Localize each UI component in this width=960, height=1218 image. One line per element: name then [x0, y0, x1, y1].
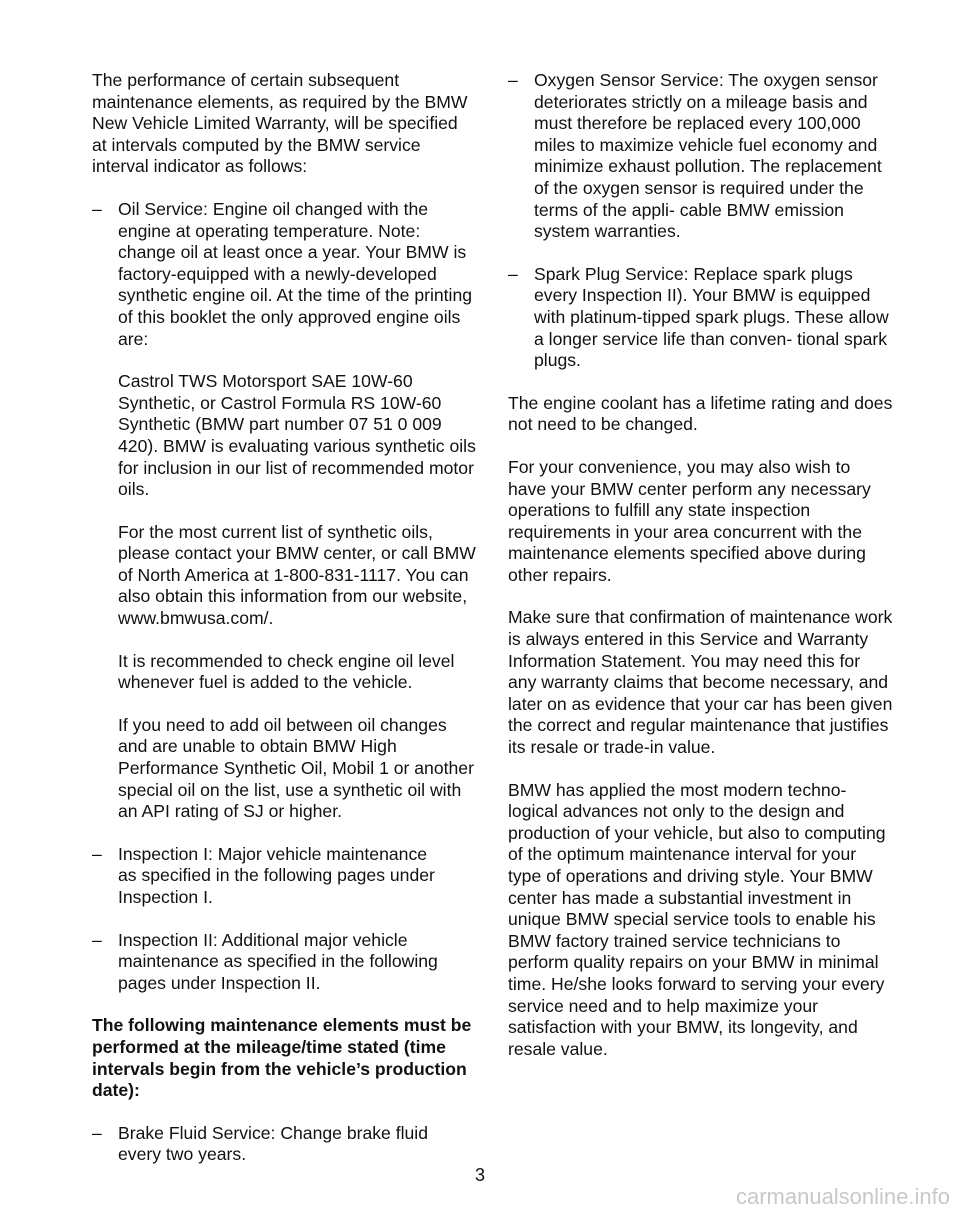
inspection-2-item [92, 930, 477, 995]
brake-fluid-text: every two years. [118, 1144, 247, 1165]
bullet-dash: – [508, 263, 518, 284]
oxygen-sensor-item [508, 70, 893, 243]
bullet-dash: – [92, 198, 102, 219]
bullet-dash: – [508, 70, 518, 90]
inspection-1-item [92, 844, 477, 909]
watermark: carmanualsonline.info [735, 1184, 950, 1209]
brake-fluid-item [92, 1123, 477, 1166]
oil-contact-paragraph: For the most current list of synthetic oils, please contact your BMW center, or call BMW of North America at 1-800-831-1117. You can also obtain this information from our website, www.bmwusa.com/. [118, 521, 476, 629]
coolant-paragraph: The engine coolant has a lifetime rating and does not need to be changed. [508, 392, 893, 435]
convenience-paragraph: For your convenience, you may also wish to have your BMW center perform any necessary operations to fulfill any state inspection requirements in your area concurrent with the maintenance elements specified above during other repairs. [508, 456, 871, 585]
oil-service-text: engine at operating temperature. Note: change oil at least once a year. Your BMW is factory-equipped with a newly-developed synthetic engine oil. At the time of the printing of this booklet the only approved engine oils are: [118, 220, 473, 349]
maintenance-heading: The following maintenance elements must be performed at the mileage/time stated (time intervals begin from the vehicle’s production date): [92, 1015, 472, 1101]
spark-plug-first-line: Spark Plug Service: Replace spark plugs [534, 263, 853, 284]
oil-check-paragraph: It is recommended to check engine oil level whenever fuel is added to the vehicle. [118, 650, 455, 693]
inspection-2-first-line: Inspection II: Additional major vehicle [118, 929, 408, 950]
intro-paragraph: The performance of certain subsequent maintenance elements, as required by the BMW New Vehicle Limited Warranty, will be specified at intervals computed by the BMW service interval indicator as follows: [92, 70, 468, 177]
brake-fluid-first-line: Brake Fluid Service: Change brake fluid [118, 1122, 429, 1143]
inspection-1-text: as specified in the following pages under Inspection I. [118, 865, 435, 907]
spark-plug-item [508, 264, 893, 372]
left-column [92, 70, 477, 1187]
oil-service-first-line: Oil Service: Engine oil changed with the [118, 198, 429, 219]
inspection-1-first-line: Inspection I: Major vehicle maintenance [118, 843, 428, 864]
bullet-dash: – [92, 1122, 102, 1143]
right-column [508, 70, 893, 1081]
advances-paragraph: BMW has applied the most modern techno- logical advances not only to the design and production of your vehicle, but also to computing of the optimum maintenance interval for your type of operations and driving style. Your BMW center has made a substantial investment in unique BMW special service tools to enable his BMW factory trained service technicians to perform quality repairs on your BMW in minimal time. He/she looks forward to serving your every service need and to help maximize your satisfaction with your BMW, its longevity, and resale value. [508, 779, 886, 1059]
oxygen-sensor-first-line: Oxygen Sensor Service: The oxygen sensor [534, 70, 878, 90]
page-number: 3 [474, 1165, 485, 1185]
confirmation-paragraph: Make sure that confirmation of maintenance work is always entered in this Service and Warranty Information Statement. You may need this for any warranty claims that become necessary, and later on as evidence that your car has been given the correct and regular maintenance that justifies its resale or trade-in value. [508, 607, 893, 758]
oxygen-sensor-text: deteriorates strictly on a mileage basis and must therefore be replaced every 100,000 miles to maximize vehicle fuel economy and minimize exhaust pollution. The replacement of the oxygen sensor is required under the terms of the appli- cable BMW emission system warranties. [534, 91, 882, 242]
oil-add-paragraph: If you need to add oil between oil changes and are unable to obtain BMW High Performance Synthetic Oil, Mobil 1 or another special oil on the list, use a synthetic oil with an API rating of SJ or higher. [118, 714, 474, 822]
oil-service-item [92, 199, 477, 350]
spark-plug-text: every Inspection II). Your BMW is equipped with platinum-tipped spark plugs. These allow a longer service life than conven- tional spark plugs. [534, 285, 889, 371]
bullet-dash: – [92, 929, 102, 950]
oil-types-paragraph: Castrol TWS Motorsport SAE 10W-60 Synthetic, or Castrol Formula RS 10W-60 Synthetic (BMW part number 07 51 0 009 420). BMW is evaluating various synthetic oils for inclusion in our list of recommended motor oils. [118, 371, 476, 500]
bullet-dash: – [92, 843, 102, 864]
inspection-2-text: maintenance as specified in the following pages under Inspection II. [118, 951, 438, 993]
